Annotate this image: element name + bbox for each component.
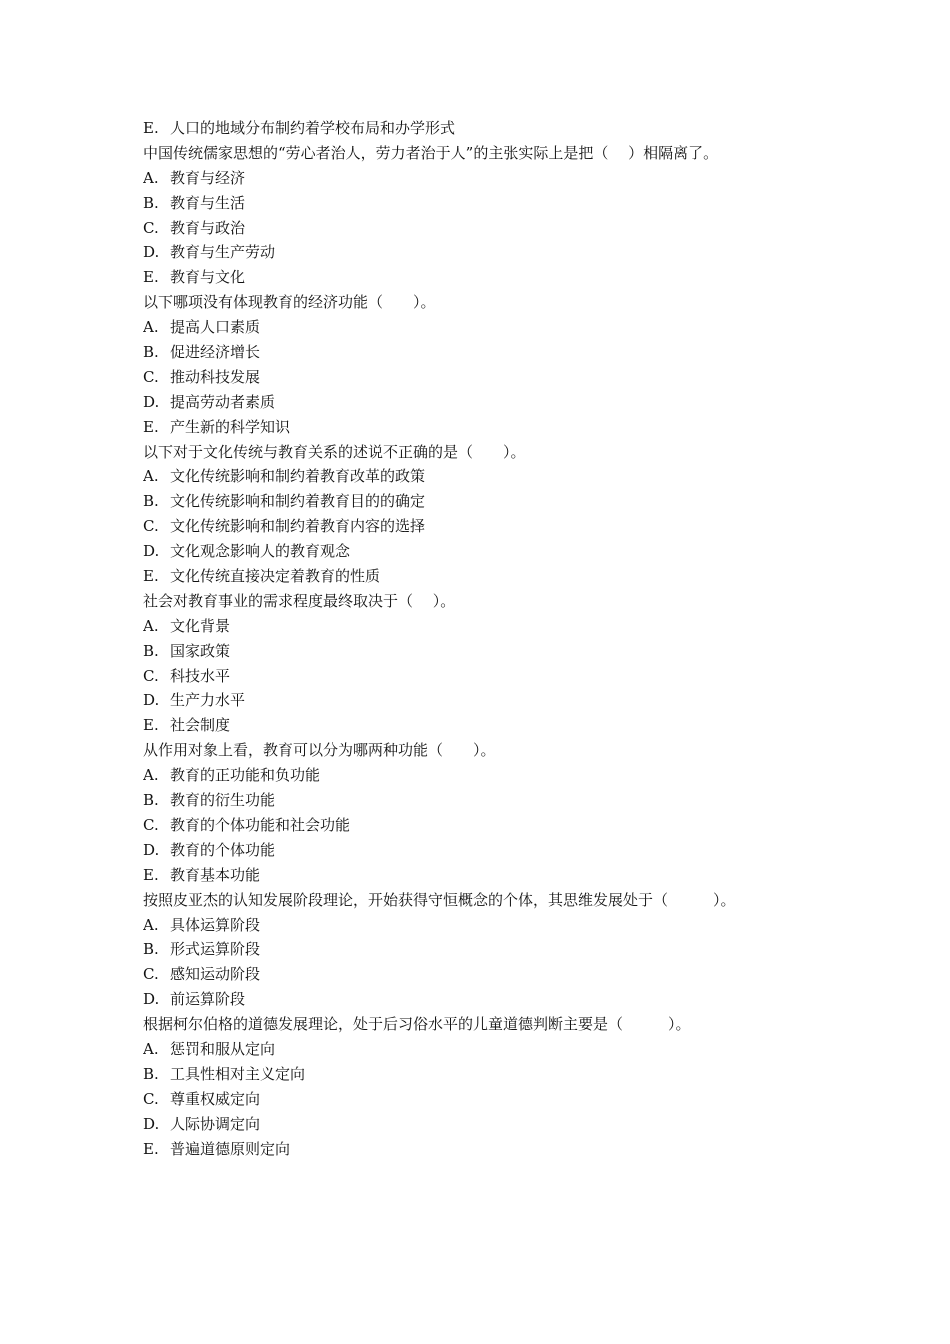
option-letter: B. xyxy=(143,940,159,959)
question-text: 从作用对象上看，教育可以分为哪两种功能（ ）。 xyxy=(143,741,496,760)
answer-option xyxy=(143,116,843,141)
option-letter: C. xyxy=(143,517,159,536)
option-letter: D. xyxy=(143,840,160,859)
option-letter: D. xyxy=(143,542,160,561)
option-letter: B. xyxy=(143,791,159,810)
answer-option xyxy=(143,614,843,639)
option-letter: E. xyxy=(143,119,159,137)
option-text: 文化传统影响和制约着教育内容的选择 xyxy=(170,517,426,536)
answer-option xyxy=(143,191,843,216)
option-text: 文化背景 xyxy=(170,616,231,635)
option-text: 前运算阶段 xyxy=(170,990,246,1009)
option-letter: A. xyxy=(143,1039,159,1058)
answer-option xyxy=(143,1087,843,1112)
option-letter: E. xyxy=(143,567,159,586)
answer-option xyxy=(143,166,843,191)
option-text: 文化传统影响和制约着教育改革的政策 xyxy=(170,467,426,486)
answer-option xyxy=(143,365,843,390)
answer-option xyxy=(143,265,843,290)
question-text: 社会对教育事业的需求程度最终取决于（ ）。 xyxy=(143,591,456,610)
option-letter: A. xyxy=(143,766,159,785)
option-text: 教育的衍生功能 xyxy=(170,791,276,810)
option-text: 教育与经济 xyxy=(170,168,246,187)
answer-option xyxy=(143,390,843,415)
option-letter: E. xyxy=(143,716,159,735)
option-letter: B. xyxy=(143,641,159,660)
option-text: 生产力水平 xyxy=(170,691,246,710)
option-letter: E. xyxy=(143,1139,159,1158)
option-text: 国家政策 xyxy=(170,641,231,660)
option-letter: D. xyxy=(143,392,160,411)
option-letter: C. xyxy=(143,965,159,984)
answer-option xyxy=(143,838,843,863)
answer-option xyxy=(143,315,843,340)
answer-option xyxy=(143,216,843,241)
option-text: 社会制度 xyxy=(170,716,231,735)
option-text: 人口的地域分布制约着学校布局和办学形式 xyxy=(170,119,456,137)
question-text: 以下对于文化传统与教育关系的述说不正确的是（ ）。 xyxy=(143,442,526,461)
answer-option xyxy=(143,564,843,589)
option-text: 提高劳动者素质 xyxy=(170,392,276,411)
option-letter: B. xyxy=(143,492,159,511)
answer-option xyxy=(143,713,843,738)
option-text: 文化传统直接决定着教育的性质 xyxy=(170,567,381,586)
answer-option xyxy=(143,913,843,938)
option-text: 教育与生产劳动 xyxy=(170,243,276,262)
answer-option xyxy=(143,240,843,265)
option-text: 促进经济增长 xyxy=(170,343,261,362)
option-text: 推动科技发展 xyxy=(170,367,261,386)
option-letter: A. xyxy=(143,168,159,187)
question-text: 以下哪项没有体现教育的经济功能（ ）。 xyxy=(143,293,436,312)
question-text: 中国传统儒家思想的“劳心者治人，劳力者治于人”的主张实际上是把（ ）相隔离了。 xyxy=(143,143,719,162)
answer-option xyxy=(143,763,843,788)
option-text: 形式运算阶段 xyxy=(170,940,261,959)
option-text: 感知运动阶段 xyxy=(170,965,261,984)
option-text: 工具性相对主义定向 xyxy=(170,1064,306,1083)
answer-option xyxy=(143,489,843,514)
answer-option xyxy=(143,539,843,564)
answer-option xyxy=(143,813,843,838)
option-letter: D. xyxy=(143,691,160,710)
question-text: 按照皮亚杰的认知发展阶段理论，开始获得守恒概念的个体，其思维发展处于（ ）。 xyxy=(143,890,736,909)
option-text: 文化观念影响人的教育观念 xyxy=(170,542,351,561)
answer-option xyxy=(143,464,843,489)
option-letter: D. xyxy=(143,990,160,1009)
option-letter: A. xyxy=(143,915,159,934)
answer-option xyxy=(143,688,843,713)
answer-option xyxy=(143,1062,843,1087)
option-letter: A. xyxy=(143,318,159,337)
option-letter: B. xyxy=(143,193,159,212)
option-text: 人际协调定向 xyxy=(170,1114,261,1133)
answer-option xyxy=(143,514,843,539)
option-text: 文化传统影响和制约着教育目的的确定 xyxy=(170,492,426,511)
option-text: 具体运算阶段 xyxy=(170,915,261,934)
answer-option xyxy=(143,664,843,689)
option-text: 提高人口素质 xyxy=(170,318,261,337)
option-letter: D. xyxy=(143,1114,160,1133)
option-letter: B. xyxy=(143,1064,159,1083)
option-letter: B. xyxy=(143,343,159,362)
option-text: 惩罚和服从定向 xyxy=(170,1039,276,1058)
option-letter: C. xyxy=(143,666,159,685)
option-letter: D. xyxy=(143,243,160,262)
question-text: 根据柯尔伯格的道德发展理论，处于后习俗水平的儿童道德判断主要是（ ）。 xyxy=(143,1015,691,1034)
option-letter: C. xyxy=(143,218,159,237)
option-text: 产生新的科学知识 xyxy=(170,417,291,436)
answer-option xyxy=(143,340,843,365)
answer-option xyxy=(143,639,843,664)
option-text: 教育的个体功能和社会功能 xyxy=(170,815,351,834)
option-letter: E. xyxy=(143,268,159,287)
answer-option xyxy=(143,987,843,1012)
option-letter: C. xyxy=(143,1089,159,1108)
answer-option xyxy=(143,788,843,813)
answer-option xyxy=(143,1137,843,1162)
option-letter: E. xyxy=(143,865,159,884)
option-text: 教育与文化 xyxy=(170,268,246,287)
answer-option xyxy=(143,863,843,888)
option-text: 教育与生活 xyxy=(170,193,246,212)
answer-option xyxy=(143,937,843,962)
option-text: 教育的个体功能 xyxy=(170,840,276,859)
option-text: 普遍道德原则定向 xyxy=(170,1139,291,1158)
option-letter: A. xyxy=(143,467,159,486)
answer-option xyxy=(143,415,843,440)
option-text: 教育的正功能和负功能 xyxy=(170,766,321,785)
question-list xyxy=(143,116,843,1161)
option-letter: A. xyxy=(143,616,159,635)
option-letter: E. xyxy=(143,417,159,436)
option-letter: C. xyxy=(143,815,159,834)
answer-option xyxy=(143,962,843,987)
option-letter: C. xyxy=(143,367,159,386)
option-text: 教育基本功能 xyxy=(170,865,261,884)
option-text: 尊重权威定向 xyxy=(170,1089,261,1108)
option-text: 科技水平 xyxy=(170,666,231,685)
answer-option xyxy=(143,1037,843,1062)
option-text: 教育与政治 xyxy=(170,218,246,237)
answer-option xyxy=(143,1112,843,1137)
